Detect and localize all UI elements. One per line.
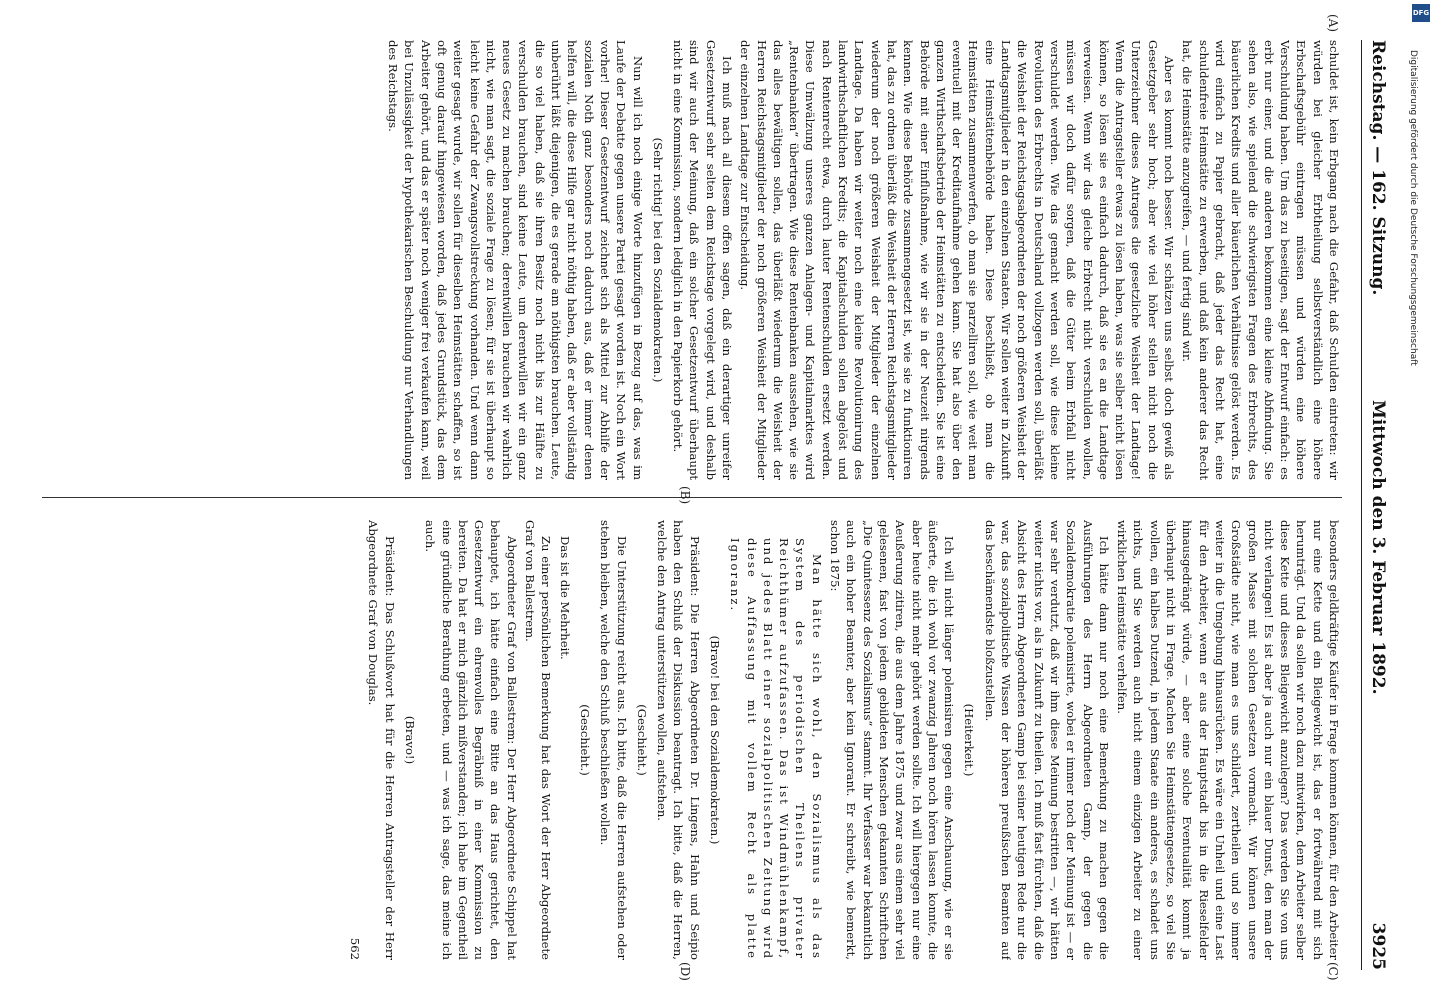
paragraph: Aber es kommt noch besser. Wir schätzen uns selbst doch gewiß als Gesetzgeber sehr hoch; aber wie viel höher stellen nicht noch die Unterzeichner dieses Antrages die gesetzliche Weisheit der Landtage! Wenn die Antragsteller etwas zu lösen haben, was sie selber nicht lösen können, so lösen sie es einfach dadurch, daß sie es an die Landtage verweisen. Wenn wir das gleiche Erbrecht nicht verschulden wollen, müssen wir doch dafür sorgen, daß die Güter beim Erbfall nicht verschuldet werden. Wie das gemacht werden soll, wie diese kleine Revolution des Erbrechts in Deutschland vollzogen werden soll, überläßt die Weisheit der Reichstagsabgeordneten der noch größeren Weisheit der Landtagsmitglieder in den einzelnen Staaten. Wir sollen weiter in Zukunft eine Heimstättenbehörde haben. Diese beschließt, ob man die Heimstätten zusammenwerfen, ob man sie parzelliren soll, wie weit man eventuell mit der Kreditaufnahme gehen kann. Sie hat also über den ganzen Wirthschaftsbetrieb der Heimstätten zu entscheiden. Sie ist eine Behörde mit einer Einflußnahme, wie wir sie in der Neuzeit nirgends kennen. Wie diese Behörde zusammengesetzt ist, wie sie zu funktioniren hat, das zu ordnen überläßt die Weisheit der Herren Reichstagsmitglieder wiederum der noch größeren Weisheit der Mitglieder der einzelnen Landtage. Da haben wir weiter noch eine kleine Revolutionirung des landwirthschaftlichen Kredits; die Kapitalschulden sollen abgelöst und nach Rentenrecht etwa, durch lauter Rentenschulden ersetzt werden. Diese Umwälzung unseres ganzen Anlagen- und Kapitalmarktes wird „Rentenbanken“ übertragen. Wie diese Rentenbanken aussehen, wie sie das alles bewältigen sollen, das überläßt wiederum die Weisheit der Herren Reichstagsmitglieder der noch größeren Weisheit der Mitglieder der einzelnen Landtage zur Entscheidung. — [738, 40, 1177, 480]
digitization-note: Digitalisierung gefördert durch die Deutsche Forschungsgemeinschaft — [1408, 50, 1418, 366]
paragraph: Nun will ich noch einige Worte hinzufügen in Bezug auf das, was im Laufe der Debatte gegen unsere Partei gesagt worden ist. Noch ein Wort vorher! Dieser Gesetzentwurf zeichnet sich als Mittel zur Abhilfe der sozialen Noth ganz besonders noch dadurch aus, daß er immer denen helfen will, die diese Hilfe gar nicht nöthig haben, daß er aber vollständig unberührt läßt diejenigen, die es gerade am nöthigsten brauchen. Leute, die so viel haben, daß sie ihren Besitz noch nicht bis zur Hälfte zu verschulden brauchen, sind keine Leute, um derentwillen wir ein ganz neues Gesetz zu machen brauchen; derentwillen brauchen wir wahrlich nicht, wie man sagt, die soziale Frage zu lösen; für sie ist überhaupt so leicht keine Gefahr der Zwangsvollstreckung vorhanden. Und wenn dann weiter gesagt wurde, wir sollen für dieselben Heimstätten schaffen, so ist oft genug darauf hingewiesen worden, daß jedes Grundstück, das dem Arbeiter gehört, und das er später noch weniger frei verkaufen kann, weil bei Unzulässigkeit der hypothekarischen Beschuldung nur Verhandlungen des Reichstags. — [386, 40, 645, 480]
header-date: Mittwoch den 3. Februar 1892. — [1368, 400, 1388, 695]
personal-remark: Zu einer persönlichen Bemerkung hat das Wort der Herr Abgeordnete Graf von Ballestrem. — [523, 520, 554, 960]
bravo-note: (Bravo! bei den Sozialdemokraten.) — [708, 635, 723, 845]
paragraph: Ich muß nach all diesem offen sagen, daß ein derartiger unreifer Gesetzentwurf sehr selten dem Reichstage vorgelegt wird, und deshalb sind wir auch der Meinung, daß ein solcher Gesetzentwurf überhaupt nicht in eine Kommission, sondern lediglich in den Papierkorb gehört. — [671, 40, 735, 480]
page-signature: 562 — [348, 937, 363, 960]
happens-note: (Geschieht.) — [577, 704, 592, 776]
laughter-note: (Heiterkeit.) — [962, 703, 977, 777]
column-divider — [42, 497, 1342, 498]
president-statement: Präsident: Die Herren Abgeordneten Dr. Lingens, Hahn und Seipio haben den Schluß der Diskussion beantragt. Ich bitte, daß die Herren, welche den Antrag unterstützen wollen, aufstehen. — [655, 520, 702, 960]
margin-mark-c: (C) — [1326, 962, 1340, 981]
margin-mark-d: (D) — [678, 962, 692, 981]
paragraph: Ich will nicht länger polemisiren gegen eine Anschauung, wie er sie äußerte, die ich wohl vor zwanzig Jahren noch hören lassen konnte, die aber heute nicht mehr gehört werden sollte. Ich will hiergegen nur eine Aeußerung zitiren, die aus dem Jahre 1875 und zwar aus einem sehr viel gelesenen, fast von jedem gebildeten Menschen gekannten Schriftchen „Die Quintessenz des Sozialismus“ stammt. Ihr Verfasser war bekanntlich auch ein hoher Beamter, aber kein Ignorant. Er schreibt, wie bemerkt, schon 1875: — [828, 520, 957, 960]
margin-mark-b: (B) — [678, 486, 692, 505]
bravo-note: (Bravo!) — [402, 715, 417, 765]
support-statement: Die Unterstützung reicht aus. Ich bitte, daß die Herren aufstehen oder stehen bleiben, welche den Schluß beschließen wollen. — [598, 520, 629, 960]
paragraph: schuldet ist, kein Erbgang nach die Gefahr, daß Schulden eintreten: wir würden bei gleicher Erbtheilung selbstverständlich eine höhere Erbschaftsgebühr eintragen müssen und würden eine höhere Verschuldung haben. Um das zu beseitigen, sagt der Entwurf einfach: es erbt nur einer, und die anderen bekommen eine kleine Abfindung. Sie sehen also, wie spielend die schwierigsten Fragen des Erbrechts, des bäuerlichen Kredits und aller bäuerlichen Verhältnisse gelöst werden. Es wird einfach zu Papier gebracht, daß jeder das Recht hat, eine schuldenfreie Heimstätte zu erwerben, und daß kein anderer das Recht hat, die Heimstätte anzugreifen, — und fertig sind wir. — [1180, 40, 1341, 480]
applause-note: (Sehr richtig! bei den Sozialdemokraten.) — [650, 137, 665, 383]
header-rule — [1361, 40, 1362, 970]
paragraph: Ich hätte dann nur noch eine Bemerkung zu machen gegen die Ausführungen des Herrn Abgeordneten Gamp, der gegen die Sozialdemokratie polemisirte, wobei er immer noch der Meinung ist — er war sehr verdutzt, daß wir ihm diese Meinung bestritten —, wir hätten weiter nichts vor, als in Zukunft zu theilen. Ich muß fast fürchten, daß die Absicht des Herrn Abgeordneten Gamp bei seiner heutigen Rede nur die war, das sozialpolitische Wissen der höheren preußischen Beamten auf das beschämendste bloßzustellen. — [982, 520, 1111, 960]
ballestrem-statement: Abgeordneter Graf von Ballestrem: Der Herr Abgeordnete Schippel hat behauptet, ich hätte einfach eine Bitte an das Haus gerichtet, den Gesetzentwurf ein ehrenvolles Begräbniß in einer Kommission zu bereiten. Da hat er mich gänzlich mißverstanden; ich habe im Gegentheil eine gründliche Berathung erbeten, und — was ich sage, das meine ich auch. — [423, 520, 519, 960]
margin-mark-a: (A) — [1326, 14, 1340, 33]
happens-note: (Geschieht.) — [634, 704, 649, 776]
page-number: 3925 — [1368, 922, 1388, 970]
header-left: Reichstag. — 162. Sitzung. — [1368, 40, 1388, 296]
quotation: Man hätte sich wohl, den Sozialismus als das System des periodischen Theilens privater Reichthümer aufzufassen. Das ist Windmühlenkampf, und jedes Blatt einer sozialpolitischen Zeitung wird diese Auffassung mit vollem Recht als platte Ignoranz. — [728, 538, 824, 960]
dfg-logo: DFG — [1412, 4, 1430, 22]
majority-statement: Das ist die Mehrheit. — [557, 536, 572, 660]
left-column — [32, 40, 1342, 480]
right-column — [32, 520, 1342, 960]
president-statement: Präsident: Das Schlußwort hat für die Herren Antragsteller der Herr Abgeordnete Graf von Douglas. — [366, 520, 397, 960]
paragraph: besonders geldkräftige Käufer in Frage kommen können, für den Arbeiter nur eine Kette und ein Bleigewicht ist, das er fortwährend mit sich herumträgt. Und da sollen wir noch dazu mitwirken, dem Arbeiter selber diese Kette und dieses Bleigewicht anzulegen? Das werden Sie von uns nicht verlangen! Es ist aber ja auch nur ein blauer Dunst, den man der großen Masse mit solchen Gesetzen vormacht. Wir können unsere Großstädte nicht, wie man es uns schildert, zertheilen und so immer weiter in die Umgebung hinausrücken. Es wäre ein Unheil und eine Last für den Arbeiter, wenn er aus der Hauptstadt bis in die Rieselfelder hinausgedrängt würde, — aber eine solche Eventualität kommt ja überhaupt nicht in Frage. Machen Sie Heimstättengesetze, so viel Sie wollen, ein halbes Dutzend, in jedem Staate ein anderes, es schadet uns nichts, und Sie werden auch nicht einem einzigen Arbeiter zu einer wirklichen Heimstätte verhelfen. — [1115, 520, 1341, 960]
